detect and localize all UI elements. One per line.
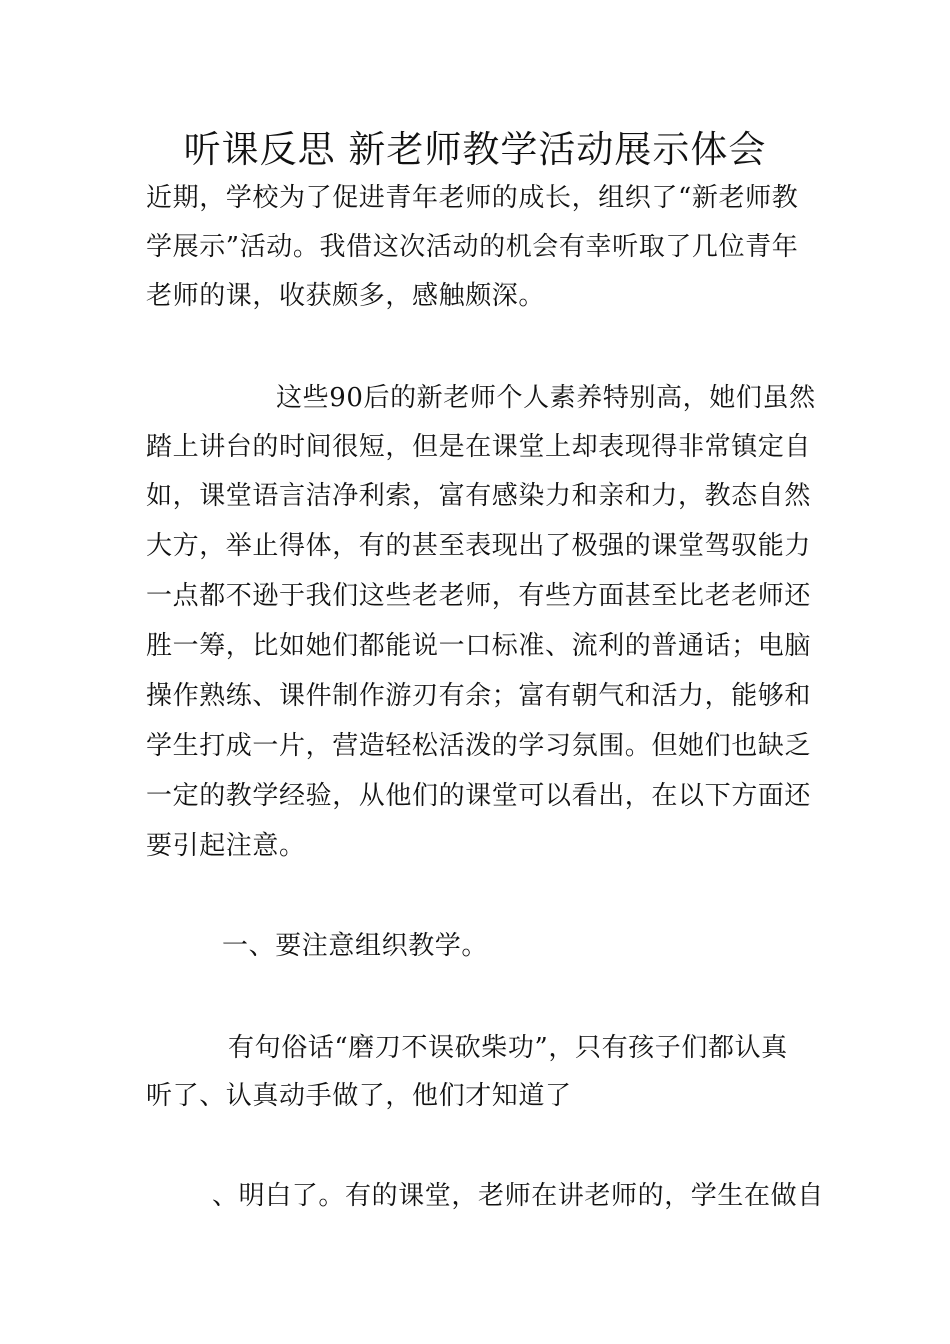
paragraph-line: 大方，举止得体，有的甚至表现出了极强的课堂驾驭能力 bbox=[146, 531, 812, 561]
section-heading: 一、要注意组织教学。 bbox=[222, 931, 489, 961]
paragraph-line: 踏上讲台的时间很短，但是在课堂上却表现得非常镇定自 bbox=[146, 432, 812, 462]
paragraph-line: 老师的课，收获颇多，感触颇深。 bbox=[146, 281, 546, 311]
paragraph-line: 学生打成一片，营造轻松活泼的学习氛围。但她们也缺乏 bbox=[146, 731, 812, 761]
document-title: 听课反思 新老师教学活动展示体会 bbox=[183, 128, 767, 171]
paragraph-line: 、明白了。有的课堂，老师在讲老师的，学生在做自 bbox=[212, 1181, 824, 1211]
paragraph-line: 胜一筹，比如她们都能说一口标准、流利的普通话；电脑 bbox=[146, 631, 812, 661]
paragraph-line: 听了、认真动手做了，他们才知道了 bbox=[146, 1081, 572, 1111]
paragraph-line: 一点都不逊于我们这些老老师，有些方面甚至比老老师还 bbox=[146, 581, 812, 611]
paragraph-line: 这些90后的新老师个人素养特别高，她们虽然 bbox=[276, 383, 816, 413]
paragraph-line: 学展示”活动。我借这次活动的机会有幸听取了几位青年 bbox=[146, 232, 799, 262]
paragraph-line: 要引起注意。 bbox=[146, 831, 306, 861]
paragraph-line: 近期，学校为了促进青年老师的成长，组织了“新老师教 bbox=[146, 183, 799, 213]
paragraph-line: 如，课堂语言洁净利索，富有感染力和亲和力，教态自然 bbox=[146, 481, 812, 511]
paragraph-line: 一定的教学经验，从他们的课堂可以看出，在以下方面还 bbox=[146, 781, 812, 811]
paragraph-line: 有句俗话“磨刀不误砍柴功”，只有孩子们都认真 bbox=[228, 1033, 788, 1063]
paragraph-line: 操作熟练、课件制作游刃有余；富有朝气和活力，能够和 bbox=[146, 681, 812, 711]
